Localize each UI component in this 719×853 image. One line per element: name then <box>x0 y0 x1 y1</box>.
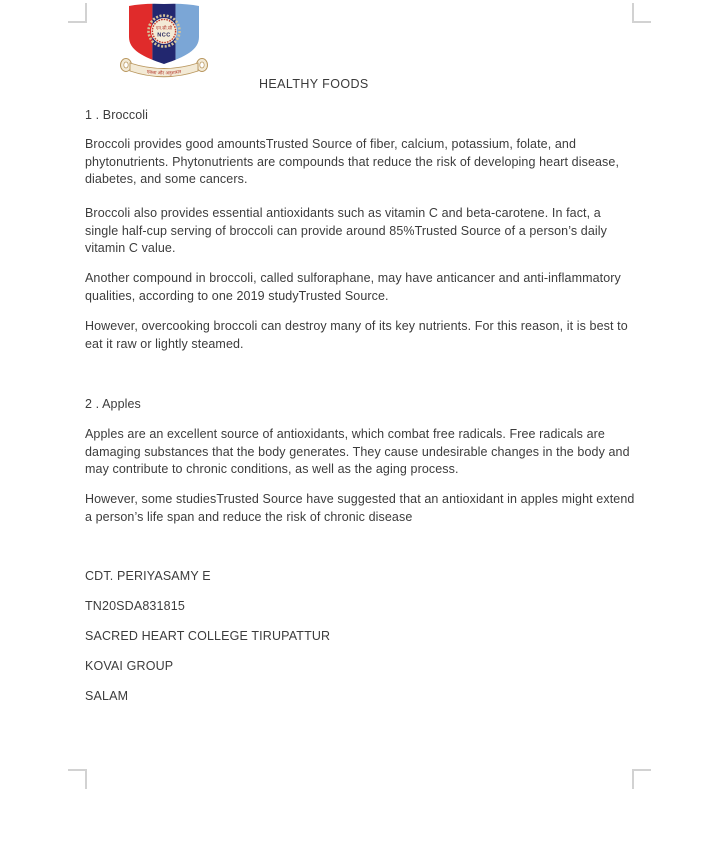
section-heading-apples: 2 . Apples <box>85 397 141 411</box>
signature-cadet-number: TN20SDA831815 <box>85 599 185 613</box>
paragraph: However, overcooking broccoli can destroy many of its key nutrients. For this reason, it is best to eat it raw or lightly steamed. <box>85 319 628 351</box>
signature-group: KOVAI GROUP <box>85 659 174 673</box>
ncc-logo-icon <box>118 1 210 83</box>
crop-mark-bottom-right <box>632 769 651 789</box>
signature-college: SACRED HEART COLLEGE TIRUPATTUR <box>85 629 331 643</box>
paragraph: Broccoli also provides essential antioxidants such as vitamin C and beta-carotene. In fact, a single half-cup serving of broccoli can provide around 85%Trusted Source of a person’s daily vitamin C value. <box>85 206 607 256</box>
crop-mark-bottom-left <box>68 769 87 789</box>
crop-mark-top-left <box>68 3 87 23</box>
paragraph: However, some studiesTrusted Source have suggested that an antioxidant in apples might extend a person’s life span and reduce the risk of chronic disease <box>85 492 635 524</box>
section-heading-broccoli: 1 . Broccoli <box>85 108 149 122</box>
paragraph: Another compound in broccoli, called sulforaphane, may have anticancer and anti-inflammatory qualities, according to one 2019 studyTrusted Source. <box>85 271 621 303</box>
paragraph: Broccoli provides good amountsTrusted Source of fiber, calcium, potassium, folate, and phytonutrients. Phytonutrients are compounds that reduce the risk of developing heart disease, diabetes, and some cancers. <box>85 137 620 187</box>
crop-mark-top-right <box>632 3 651 23</box>
ncc-motto-text: एकता और अनुशासन <box>146 69 182 76</box>
paragraph: Apples are an excellent source of antioxidants, which combat free radicals. Free radicals are damaging substances that the body generates. They cause undesirable changes in the body and may contribute to chronic conditions, as well as the aging process. <box>85 427 630 477</box>
signature-name: CDT. PERIYASAMY E <box>85 569 211 583</box>
ncc-emblem-hindi-text: एन.सी.सी <box>155 25 173 31</box>
signature-block <box>85 570 330 720</box>
signature-unit: SALAM <box>85 689 129 703</box>
page-title: HEALTHY FOODS <box>259 77 369 91</box>
ncc-emblem-label: NCC <box>157 32 171 39</box>
